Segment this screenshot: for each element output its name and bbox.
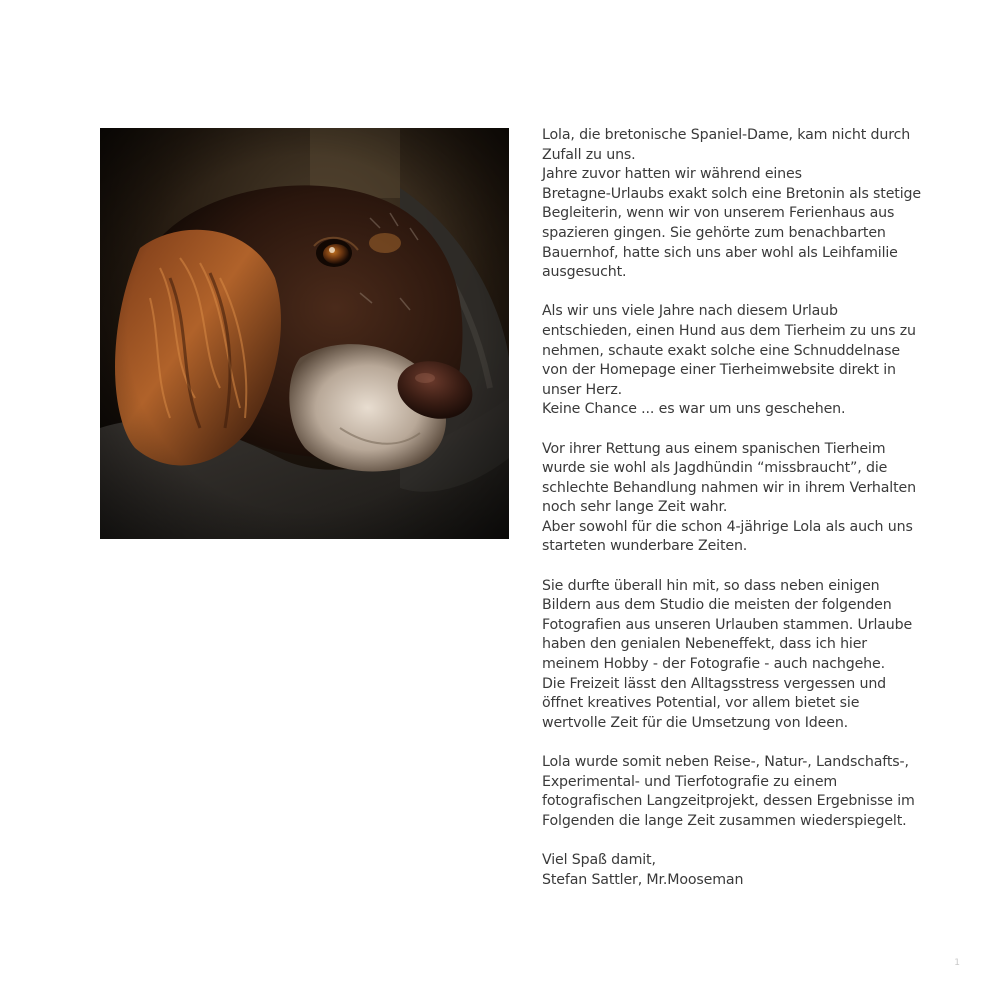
text-line: Zufall zu uns. xyxy=(542,146,636,163)
text-line: Lola wurde somit neben Reise-, Natur-, Landschafts-, xyxy=(542,754,909,770)
text-line: wertvolle Zeit für die Umsetzung von Ideen. xyxy=(542,714,849,731)
text-line: Keine Chance ... es war um uns geschehen. xyxy=(542,401,846,418)
paragraph-3 xyxy=(542,440,916,558)
text-line: starteten wunderbare Zeiten. xyxy=(542,538,748,555)
text-line: Bauernhof, hatte sich uns aber wohl als Leihfamilie xyxy=(542,244,898,261)
signature xyxy=(542,851,912,890)
text-line: fotografischen Langzeitprojekt, dessen Ergebnisse im xyxy=(542,793,915,810)
text-line: Als wir uns viele Jahre nach diesem Urlaub xyxy=(542,303,838,320)
text-line: öffnet kreatives Potential, vor allem bietet sie xyxy=(542,695,860,712)
text-line: schlechte Behandlung nahmen wir in ihrem Verhalten xyxy=(542,479,916,496)
text-line: Bretagne-Urlaubs exakt solch eine Bretonin als stetige xyxy=(542,185,921,202)
text-line: spazieren gingen. Sie gehörte zum benachbarten xyxy=(542,224,886,241)
text-line: unser Herz. xyxy=(542,381,622,398)
text-line: Lola, die bretonische Spaniel-Dame, kam nicht durch xyxy=(542,127,911,143)
text-line: Fotografien aus unseren Urlauben stammen. Urlaube xyxy=(542,616,913,633)
text-line: haben den genialen Nebeneffekt, dass ich hier xyxy=(542,636,867,653)
page-number: 1 xyxy=(954,958,960,968)
text-line: entschieden, einen Hund aus dem Tierheim zu uns zu xyxy=(542,322,916,339)
text-line: Die Freizeit lässt den Alltagsstress vergessen und xyxy=(542,675,887,692)
text-line: Sie durfte überall hin mit, so dass neben einigen xyxy=(542,577,880,594)
text-line: von der Homepage einer Tierheimwebsite direkt in xyxy=(542,362,896,379)
text-line: wurde sie wohl als Jagdhündin “missbraucht”, die xyxy=(542,460,888,477)
text-line: Experimental- und Tierfotografie zu einem xyxy=(542,773,838,790)
text-line: Begleiterin, wenn wir von unserem Ferienhaus aus xyxy=(542,205,895,222)
paragraph-5 xyxy=(542,753,915,831)
paragraph-4 xyxy=(542,577,912,734)
text-line: ausgesucht. xyxy=(542,264,627,281)
text-line: noch sehr lange Zeit wahr. xyxy=(542,499,728,516)
text-line: Viel Spaß damit, xyxy=(542,851,656,868)
text-line: Bildern aus dem Studio die meisten der folgenden xyxy=(542,597,892,614)
text-line: Jahre zuvor hatten wir während eines xyxy=(542,166,802,183)
text-line: Aber sowohl für die schon 4-jährige Lola als auch uns xyxy=(542,518,913,535)
text-line: Folgenden die lange Zeit zusammen wiederspiegelt. xyxy=(542,812,907,829)
dog-photo xyxy=(100,128,509,539)
intro-text xyxy=(542,126,921,910)
author-line: Stefan Sattler, Mr.Mooseman xyxy=(542,871,744,888)
paragraph-1 xyxy=(542,126,921,283)
text-line: meinem Hobby - der Fotografie - auch nachgehe. xyxy=(542,656,885,673)
paragraph-2 xyxy=(542,302,916,420)
dog-photo-illustration xyxy=(100,128,509,539)
text-line: nehmen, schaute exakt solche eine Schnuddelnase xyxy=(542,342,900,359)
text-line: Vor ihrer Rettung aus einem spanischen Tierheim xyxy=(542,440,886,457)
